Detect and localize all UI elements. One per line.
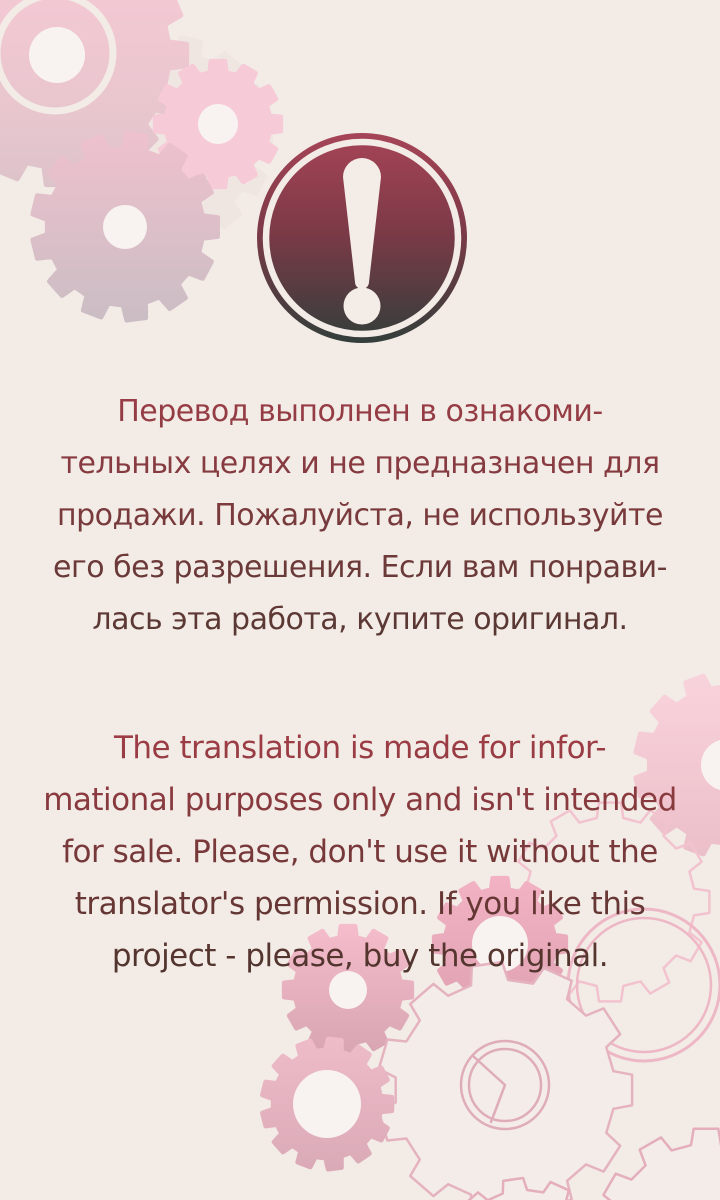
exclamation-mark-dot: [344, 288, 381, 325]
english-notice-line: translator's permission. If you like this: [74, 886, 646, 922]
russian-notice: [0, 386, 720, 646]
russian-notice-line: Перевод выполнен в ознакоми-: [117, 394, 603, 429]
russian-notice-line: лась эта работа, купите оригинал.: [92, 602, 628, 637]
english-notice-line: for sale. Please, don't use it without the: [62, 834, 658, 870]
russian-notice-line: продажи. Пожалуйста, не используйте: [57, 498, 663, 533]
english-notice-line: The translation is made for infor-: [113, 730, 607, 766]
english-notice-line: project - please, buy the original.: [111, 938, 609, 974]
russian-notice-line: его без разрешения. Если вам понрави-: [53, 550, 667, 585]
warning-icon: [256, 132, 468, 344]
russian-notice-line: тельных целях и не предназначен для: [60, 446, 660, 481]
english-notice-line: mational purposes only and isn't intended: [43, 782, 677, 818]
english-notice: [0, 722, 720, 982]
